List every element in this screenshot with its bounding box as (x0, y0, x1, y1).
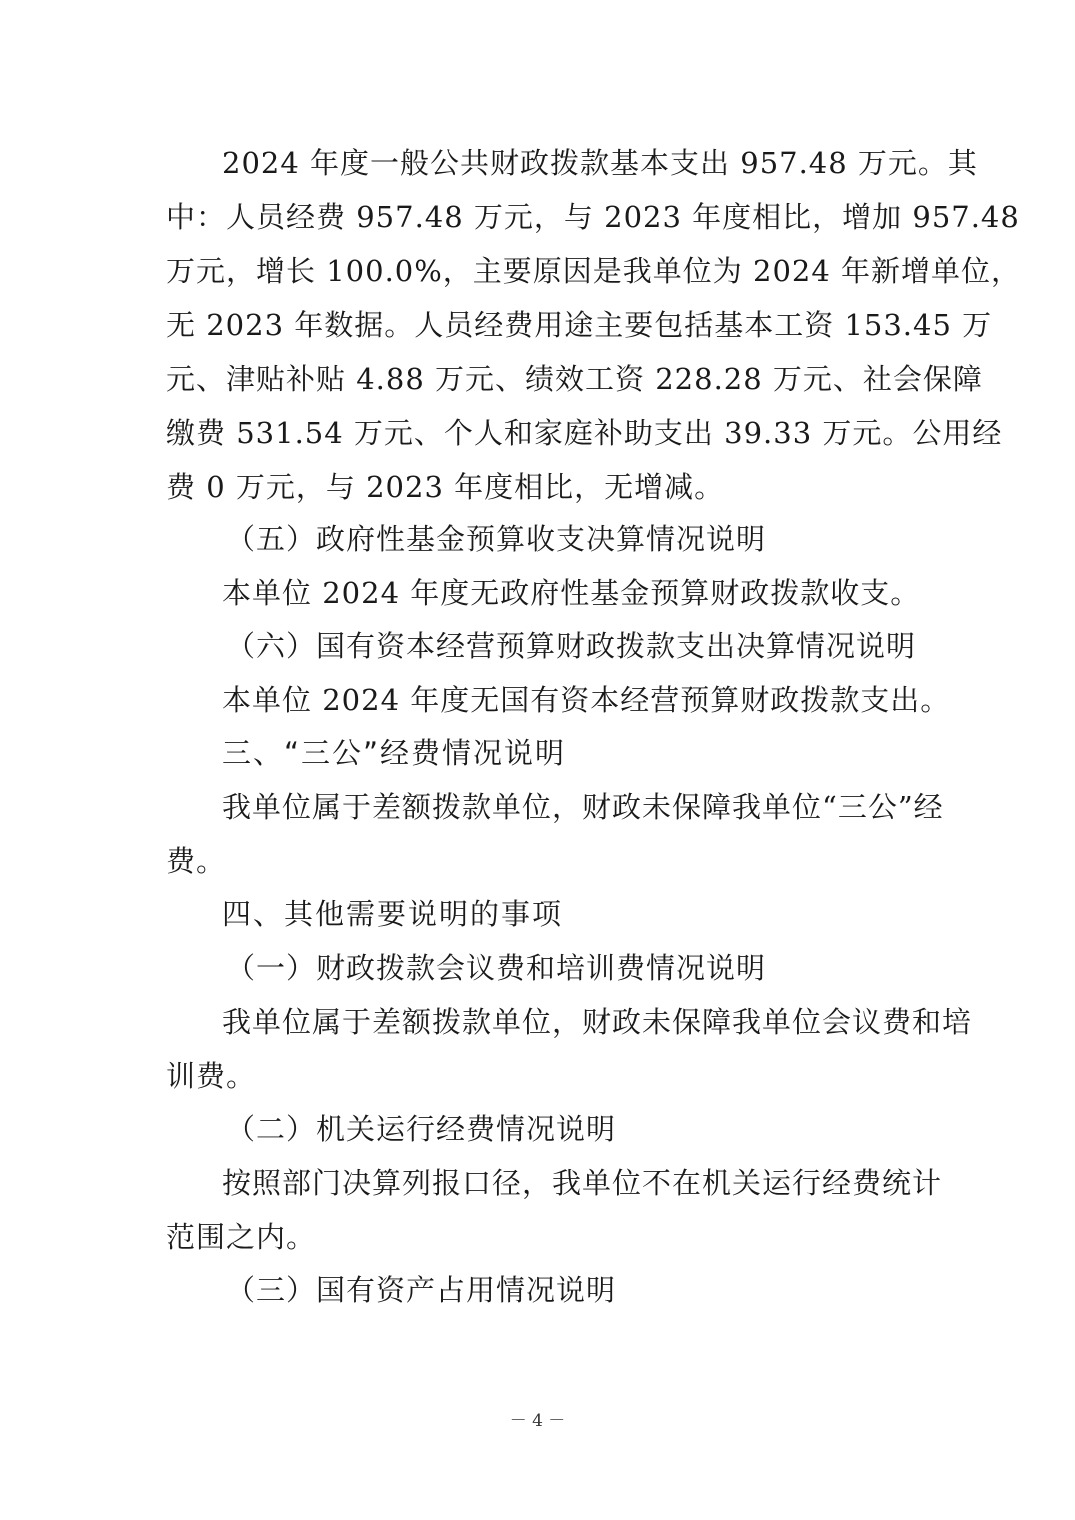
part-4-sub-3-heading: （三）国有资产占用情况说明 (226, 1273, 617, 1307)
part-4-sub-2-heading: （二）机关运行经费情况说明 (226, 1112, 617, 1146)
paragraph-1-line-4: 无 2023 年数据。人员经费用途主要包括基本工资 153.45 万 (166, 308, 993, 342)
part-3-body-line-1: 我单位属于差额拨款单位，财政未保障我单位“三公”经 (222, 790, 944, 824)
section-6-body: 本单位 2024 年度无国有资本经营预算财政拨款支出。 (222, 683, 951, 717)
part-4-heading: 四、其他需要说明的事项 (222, 897, 564, 931)
section-6-heading: （六）国有资本经营预算财政拨款支出决算情况说明 (226, 629, 917, 663)
part-3-heading: 三、“三公”经费情况说明 (222, 736, 567, 770)
part-3-body-line-2: 费。 (166, 844, 227, 878)
paragraph-1-line-7: 费 0 万元，与 2023 年度相比，无增减。 (166, 470, 725, 504)
paragraph-1-line-2: 中：人员经费 957.48 万元，与 2023 年度相比，增加 957.48 (166, 200, 1020, 234)
part-4-sub-1-body-line-2: 训费。 (166, 1059, 257, 1093)
part-4-sub-2-body-line-1: 按照部门决算列报口径，我单位不在机关运行经费统计 (222, 1166, 943, 1200)
part-4-sub-1-body-line-1: 我单位属于差额拨款单位，财政未保障我单位会议费和培 (222, 1005, 973, 1039)
part-4-sub-1-heading: （一）财政拨款会议费和培训费情况说明 (226, 951, 767, 985)
section-5-body: 本单位 2024 年度无政府性基金预算财政拨款收支。 (222, 576, 921, 610)
paragraph-1-line-1: 2024 年度一般公共财政拨款基本支出 957.48 万元。其 (222, 146, 978, 180)
paragraph-1-line-6: 缴费 531.54 万元、个人和家庭补助支出 39.33 万元。公用经 (166, 416, 1003, 450)
paragraph-1-line-5: 元、津贴补贴 4.88 万元、绩效工资 228.28 万元、社会保障 (166, 362, 983, 396)
part-4-sub-2-body-line-2: 范围之内。 (166, 1220, 317, 1254)
page-number: － 4 － (509, 1411, 566, 1431)
section-5-heading: （五）政府性基金预算收支决算情况说明 (226, 522, 767, 556)
paragraph-1-line-3: 万元，增长 100.0%，主要原因是我单位为 2024 年新增单位， (166, 254, 1022, 288)
